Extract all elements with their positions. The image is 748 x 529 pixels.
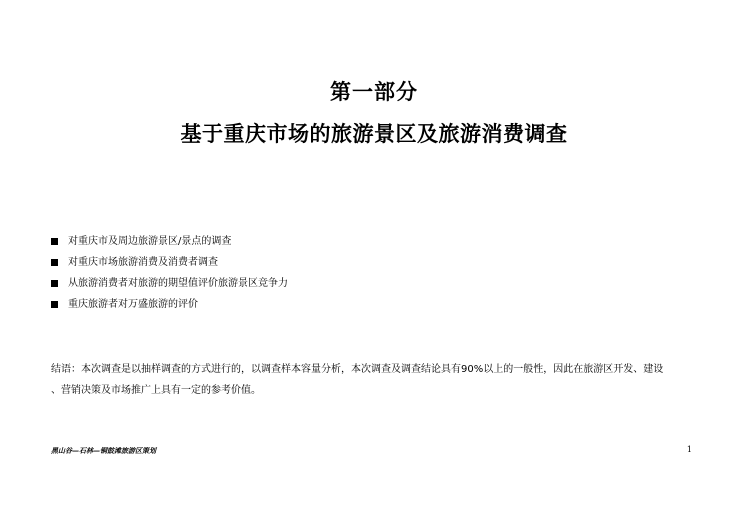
- conclusion-line-1: 结语：本次调查是以抽样调查的方式进行的，以调查样本容量分析，本次调查及调查结论具有90%以上的一般性，因此在旅游区开发、建设: [51, 364, 664, 375]
- list-item-text: 对重庆市及周边旅游景区/景点的调查: [68, 236, 232, 247]
- list-item: [51, 277, 288, 298]
- page-number: 1: [686, 445, 692, 454]
- list-item: [51, 235, 288, 256]
- square-bullet-icon: [51, 259, 58, 266]
- list-item: [51, 298, 288, 319]
- section-subtitle: 基于重庆市场的旅游景区及旅游消费调查: [180, 121, 568, 146]
- square-bullet-icon: [51, 301, 58, 308]
- list-item-text: 重庆旅游者对万盛旅游的评价: [68, 299, 198, 310]
- list-item-text: 从旅游消费者对旅游的期望值评价旅游景区竞争力: [68, 278, 288, 289]
- list-item: [51, 256, 288, 277]
- conclusion-paragraph: [51, 359, 701, 401]
- bullet-list: [51, 235, 288, 319]
- conclusion-line-2: 、营销决策及市场推广上具有一定的参考价值。: [51, 385, 261, 396]
- footer-project-title: 黑山谷—石林—铜鼓滩旅游区策划: [51, 446, 156, 455]
- section-title: 第一部分: [330, 79, 418, 104]
- square-bullet-icon: [51, 238, 58, 245]
- square-bullet-icon: [51, 280, 58, 287]
- list-item-text: 对重庆市场旅游消费及消费者调查: [68, 257, 218, 268]
